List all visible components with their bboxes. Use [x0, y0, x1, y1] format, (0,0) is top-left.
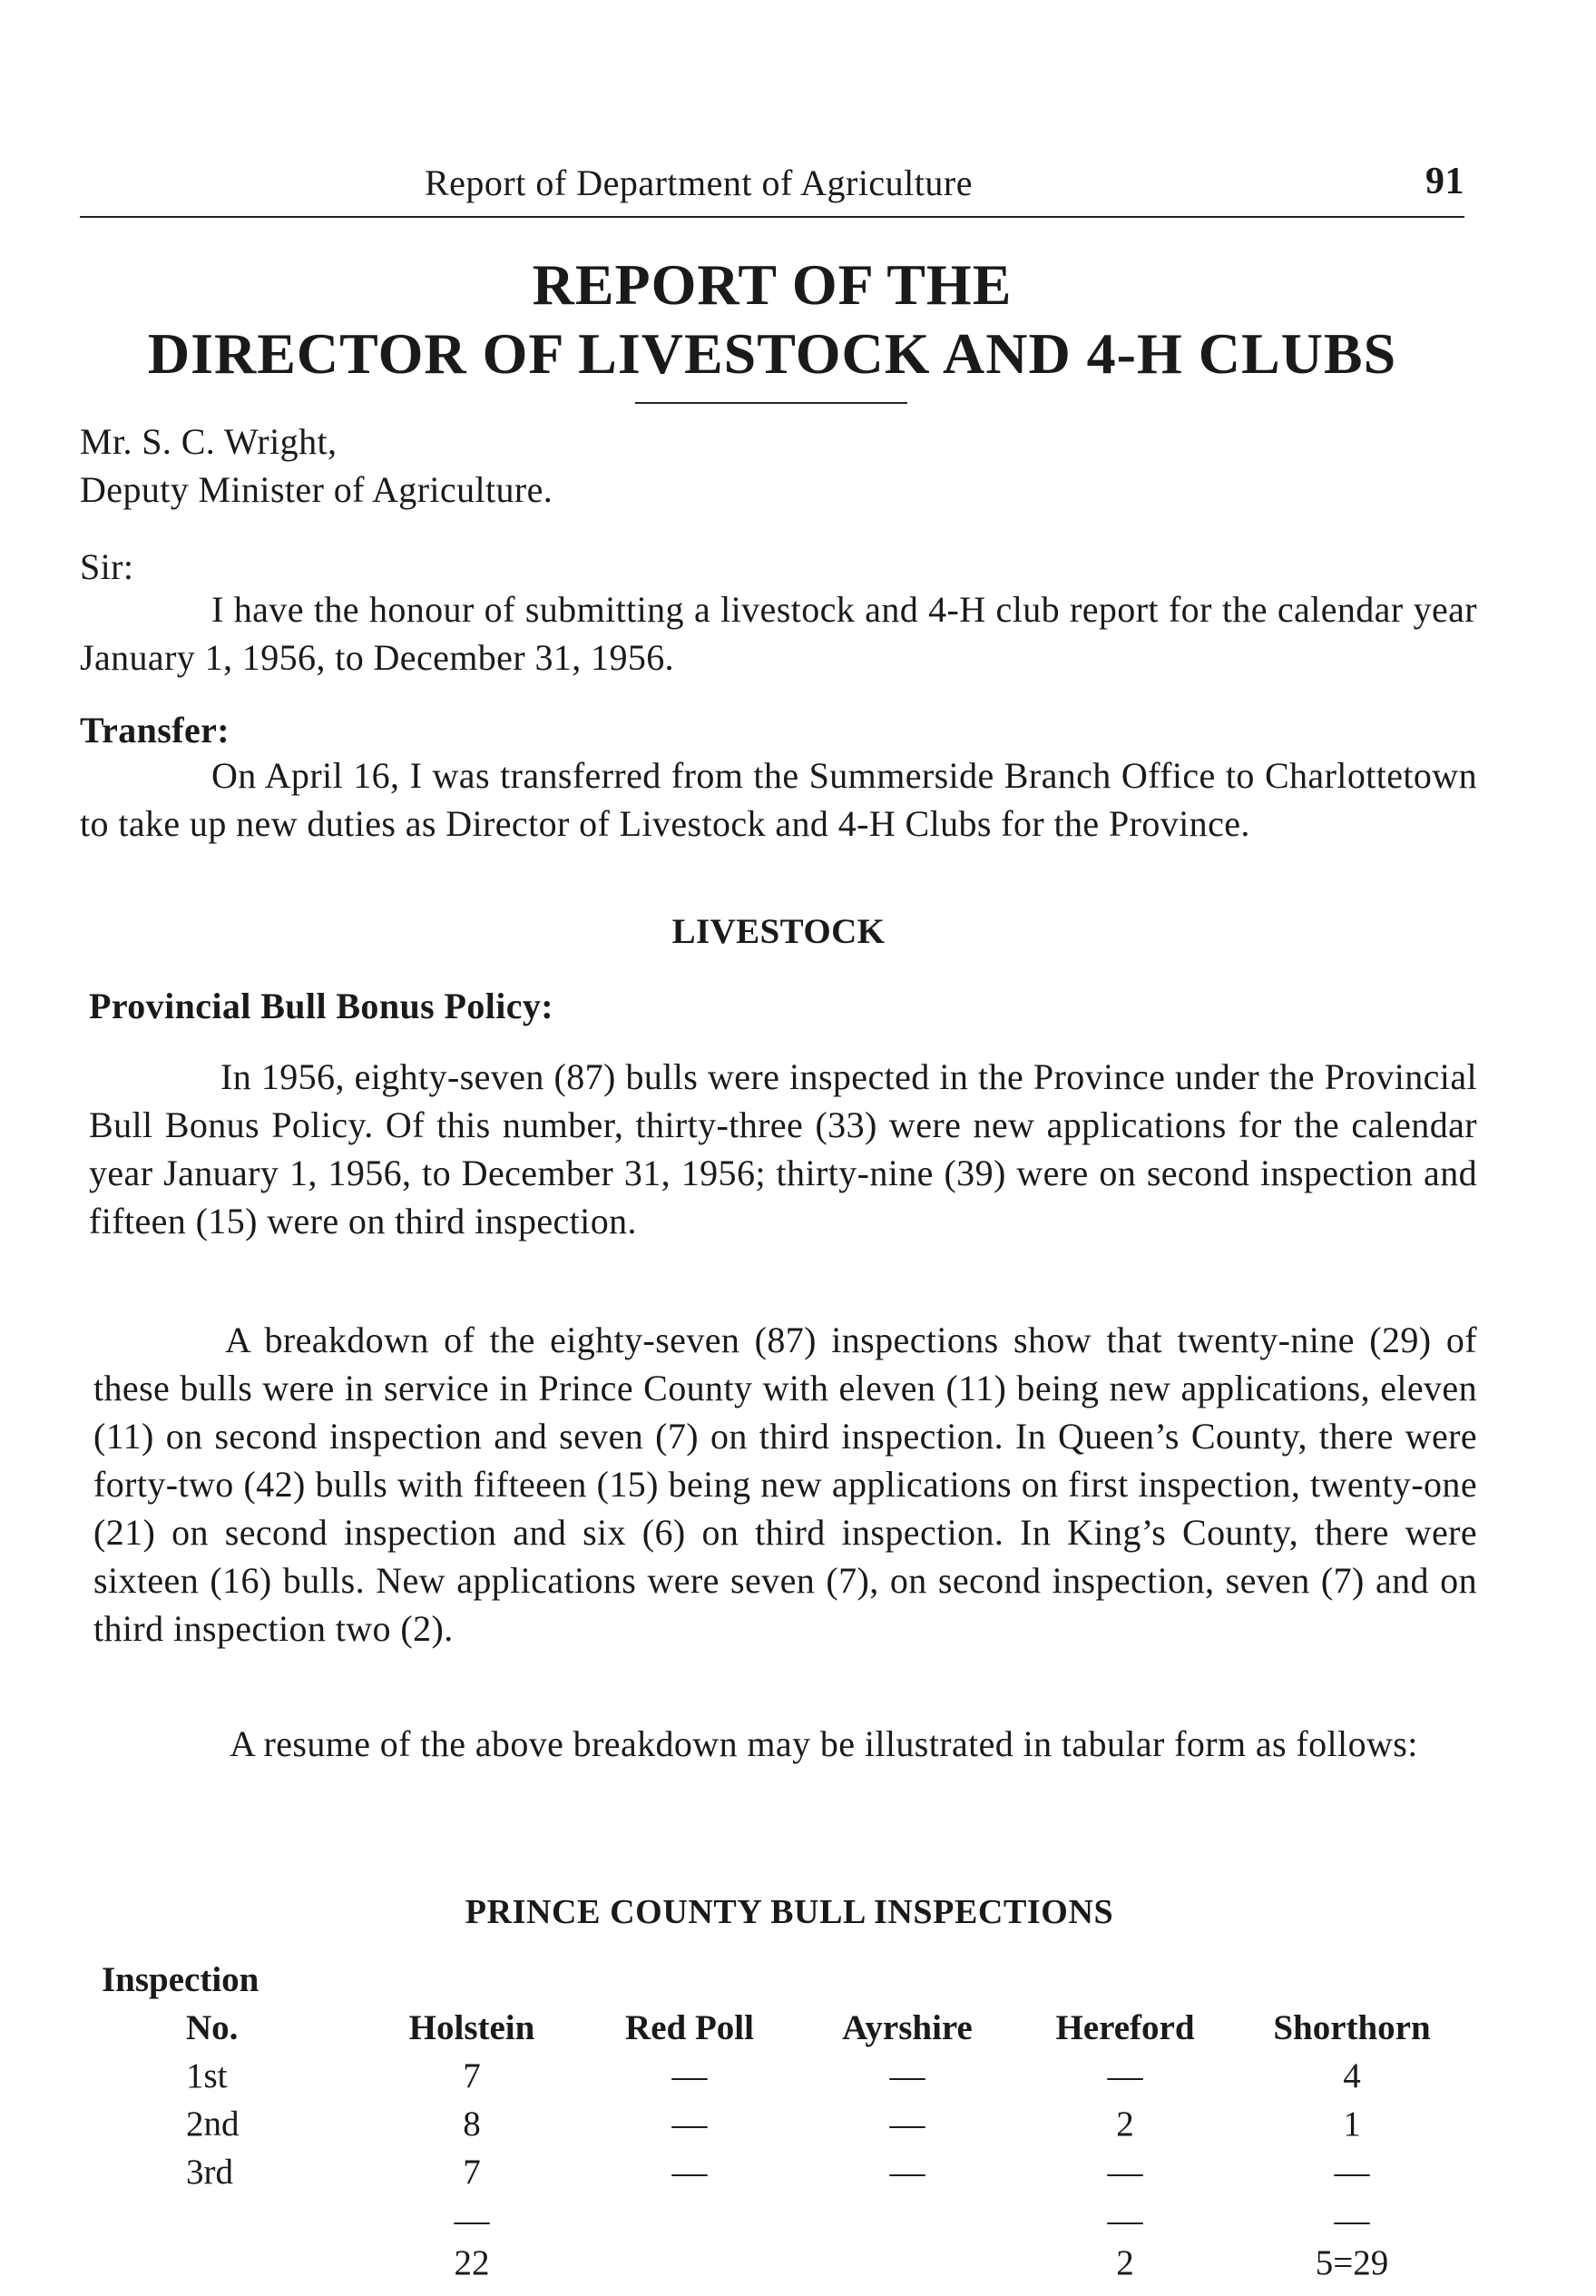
livestock-heading: LIVESTOCK	[671, 912, 886, 951]
running-head	[80, 154, 1464, 209]
cell: —	[671, 2056, 708, 2095]
addressee-name: Mr. S. C. Wright,	[80, 421, 338, 462]
col-red-poll: Red Poll	[625, 2008, 754, 2047]
transfer-paragraph: On April 16, I was transferred from the Summerside Branch Office to Charlottetown to take up new duties as Director of Livestock and 4-H Clubs for the Province.	[80, 755, 1477, 844]
row-label: 2nd	[186, 2105, 240, 2144]
cell: —	[1334, 2153, 1370, 2192]
table-totals-row	[100, 2239, 1479, 2287]
total-holstein: 22	[454, 2243, 490, 2282]
row-header-no: No.	[186, 2008, 239, 2047]
cell: —	[1107, 2056, 1143, 2095]
column-headers	[100, 2004, 1479, 2052]
bull-bonus-paragraph-2: A breakdown of the eighty-seven (87) inspections show that twenty-nine (29) of these bulls were in service in Prince County with eleven (11) being new applications, eleven (11) on second inspection and seven (7) on third inspection. In Queen’s County, there were forty-two (42) bulls with fifteeen (15) being new applications on first inspection, twenty-one (21) on second inspection and six (6) on third inspection. In King’s County, there were sixteen (16) bulls. New applications were seven (7), on second inspection, seven (7) and on third inspection two (2).	[93, 1320, 1477, 1649]
cell: —	[671, 2153, 708, 2192]
running-head-title: Report of Department of Agriculture	[425, 162, 973, 203]
table-row	[100, 2148, 1479, 2196]
col-holstein: Holstein	[408, 2008, 535, 2047]
salutation: Sir:	[80, 546, 134, 587]
cell: —	[889, 2056, 925, 2095]
row-label: 3rd	[186, 2153, 233, 2192]
addressee-block	[80, 417, 1477, 514]
cell: —	[1107, 2153, 1143, 2192]
cell: 8	[463, 2105, 481, 2144]
bull-bonus-paragraph-3: A resume of the above breakdown may be illustrated in tabular form as follows:	[230, 1723, 1418, 1764]
title-rule	[635, 402, 907, 404]
header-rule	[80, 216, 1464, 218]
cell: —	[889, 2105, 925, 2144]
intro-paragraph: I have the honour of submitting a livestock and 4-H club report for the calendar year January 1, 1956, to December 31, 1956.	[80, 589, 1477, 678]
cell: 2	[1116, 2105, 1134, 2144]
bull-bonus-heading: Provincial Bull Bonus Policy:	[89, 986, 554, 1026]
addressee-position: Deputy Minister of Agriculture.	[80, 469, 553, 510]
col-hereford: Hereford	[1055, 2008, 1195, 2047]
total-hereford: 2	[1116, 2243, 1134, 2282]
cell: 7	[463, 2056, 481, 2095]
cell: 7	[463, 2153, 481, 2192]
bull-bonus-paragraph-1: In 1956, eighty-seven (87) bulls were inspected in the Province under the Provincial Bull Bonus Policy. Of this number, thirty-three (33) were new applications for the calendar year January 1, 1956, to December 31, 1956; thirty-nine (39) were on second inspection and fifteen (15) were on third inspection.	[89, 1056, 1477, 1241]
rule-mark: —	[1334, 2201, 1370, 2240]
transfer-heading: Transfer:	[80, 710, 230, 751]
total-shorthorn: 5=29	[1315, 2243, 1389, 2282]
rule-mark: —	[454, 2201, 490, 2240]
report-title	[80, 250, 1464, 388]
table-title: PRINCE COUNTY BULL INSPECTIONS	[465, 1893, 1114, 1931]
cell: —	[889, 2153, 925, 2192]
table-rule-row	[100, 2196, 1479, 2244]
report-title-line2: DIRECTOR OF LIVESTOCK AND 4-H CLUBS	[147, 321, 1397, 386]
report-title-line1: REPORT OF THE	[532, 252, 1013, 317]
page-number: 91	[1425, 161, 1464, 202]
cell: 4	[1343, 2056, 1361, 2095]
rule-mark: —	[1107, 2201, 1143, 2240]
cell: 1	[1343, 2105, 1361, 2144]
table-row	[100, 2100, 1479, 2148]
col-ayrshire: Ayrshire	[842, 2008, 973, 2047]
row-header-inspection: Inspection	[102, 1960, 259, 1999]
row-label: 1st	[186, 2056, 228, 2095]
cell: —	[671, 2105, 708, 2144]
col-shorthorn: Shorthorn	[1273, 2008, 1431, 2047]
prince-county-table	[100, 1892, 1479, 2237]
table-row	[100, 2052, 1479, 2100]
